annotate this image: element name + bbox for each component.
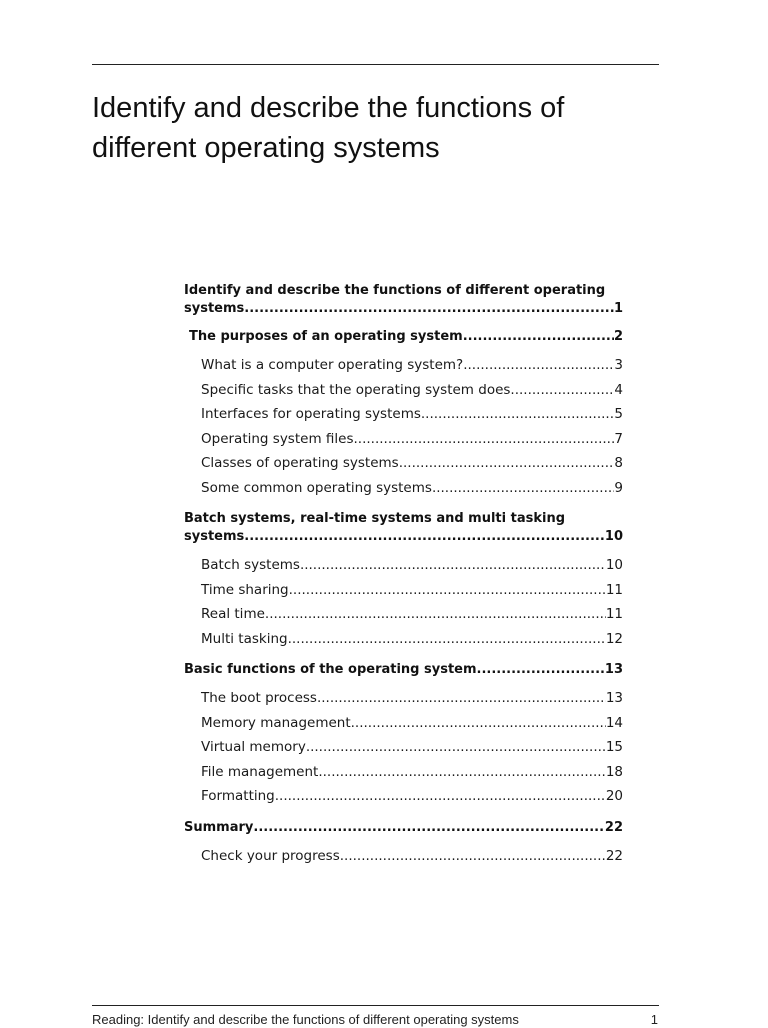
toc-entry[interactable] — [184, 578, 623, 603]
toc-entry-title: Formatting — [201, 788, 275, 804]
toc-entry[interactable] — [184, 784, 623, 809]
toc-entry[interactable] — [184, 353, 623, 378]
toc-entry-title: What is a computer operating system? — [201, 357, 464, 373]
toc-entry-title: Memory management — [201, 714, 351, 731]
toc-page-number: 4 — [614, 381, 623, 398]
dot-leader — [275, 784, 606, 809]
dot-leader — [288, 627, 606, 652]
dot-leader — [244, 528, 605, 546]
toc-page-number: 14 — [605, 714, 623, 731]
footer-page-number: 1 — [650, 1012, 658, 1027]
table-of-contents — [184, 282, 623, 868]
toc-section-heading[interactable] — [184, 661, 623, 679]
toc-page-number: 18 — [605, 763, 623, 780]
toc-page-number: 15 — [605, 739, 623, 755]
toc-section — [184, 328, 623, 500]
toc-entry[interactable] — [184, 735, 623, 760]
toc-heading-text-cont: systems — [184, 301, 245, 316]
toc-page-number: 13 — [604, 662, 623, 677]
dot-leader — [463, 353, 614, 378]
toc-page-number: 2 — [613, 329, 623, 344]
toc-section — [184, 819, 623, 869]
toc-entry[interactable] — [184, 686, 623, 711]
toc-page-number: 22 — [605, 847, 623, 864]
toc-entry-title: Batch systems — [201, 557, 300, 573]
toc-entry[interactable] — [184, 602, 623, 627]
toc-entry-title: The boot process — [201, 690, 317, 706]
toc-page-number: 12 — [605, 630, 623, 647]
toc-page-number: 5 — [614, 406, 623, 422]
dot-leader — [421, 402, 615, 427]
toc-heading-text: Batch systems, real-time systems and multi tasking — [184, 511, 566, 526]
toc-heading-text: The purposes of an operating system — [189, 329, 463, 344]
toc-page-number: 10 — [604, 529, 623, 544]
toc-entry-title: Classes of operating systems — [201, 455, 399, 471]
toc-entry[interactable] — [184, 760, 623, 785]
dot-leader — [340, 844, 606, 869]
dot-leader — [510, 378, 614, 403]
toc-section — [184, 661, 623, 809]
toc-entry-title: Real time — [201, 606, 265, 622]
toc-entry-title: File management — [201, 763, 319, 780]
dot-leader — [463, 328, 614, 346]
dot-leader — [318, 760, 605, 785]
toc-page-number: 20 — [605, 788, 623, 804]
toc-entry-title: Some common operating systems — [201, 479, 432, 496]
toc-entry-title: Interfaces for operating systems — [201, 406, 421, 422]
dot-leader — [432, 476, 614, 501]
toc-entry[interactable] — [184, 451, 623, 476]
toc-entry[interactable] — [184, 553, 623, 578]
toc-page-number: 11 — [605, 606, 623, 622]
toc-entry-title: Virtual memory — [201, 739, 306, 755]
dot-leader — [289, 578, 606, 603]
dot-leader — [306, 735, 606, 760]
toc-entry-title: Multi tasking — [201, 630, 288, 647]
dot-leader — [353, 427, 614, 452]
toc-section — [184, 510, 623, 651]
toc-entry-title: Operating system files — [201, 430, 354, 447]
toc-heading-text: Identify and describe the functions of different operating — [184, 283, 606, 298]
toc-page-number: 7 — [614, 430, 623, 447]
toc-entry[interactable] — [184, 427, 623, 452]
header-rule — [92, 64, 659, 65]
dot-leader — [351, 711, 606, 736]
toc-entry-title: Specific tasks that the operating system does — [201, 381, 511, 398]
dot-leader — [399, 451, 615, 476]
dot-leader — [477, 661, 605, 679]
dot-leader — [317, 686, 606, 711]
toc-entry[interactable] — [184, 711, 623, 736]
toc-entry[interactable] — [184, 402, 623, 427]
toc-page-number: 22 — [604, 819, 623, 835]
toc-entry-title: Time sharing — [201, 581, 289, 598]
toc-entry[interactable] — [184, 476, 623, 501]
toc-page-number: 1 — [613, 301, 623, 316]
toc-entry-title: Check your progress — [201, 847, 340, 864]
toc-heading-text-cont: systems — [184, 529, 245, 544]
toc-section-heading[interactable] — [184, 819, 623, 837]
dot-leader — [300, 553, 606, 578]
dot-leader — [265, 602, 606, 627]
toc-section-heading[interactable] — [184, 510, 623, 546]
dot-leader — [244, 300, 614, 318]
toc-page-number: 10 — [605, 557, 623, 573]
dot-leader — [253, 819, 605, 837]
toc-page-number: 8 — [614, 455, 623, 471]
toc-section-heading[interactable] — [184, 282, 623, 318]
toc-section — [184, 282, 623, 318]
toc-entry[interactable] — [184, 378, 623, 403]
toc-entry[interactable] — [184, 844, 623, 869]
toc-page-number: 9 — [614, 479, 623, 496]
toc-heading-text: Basic functions of the operating system — [184, 662, 477, 677]
toc-heading-text: Summary — [184, 819, 254, 835]
toc-page-number: 11 — [605, 581, 623, 598]
toc-entry[interactable] — [184, 627, 623, 652]
footer-rule — [92, 1005, 659, 1006]
toc-page-number: 3 — [614, 357, 623, 373]
toc-page-number: 13 — [605, 690, 623, 706]
toc-section-heading[interactable] — [184, 328, 623, 346]
document-title: Identify and describe the functions of different operating systems — [92, 92, 565, 164]
footer-text: Reading: Identify and describe the functions of different operating systems — [92, 1012, 519, 1027]
